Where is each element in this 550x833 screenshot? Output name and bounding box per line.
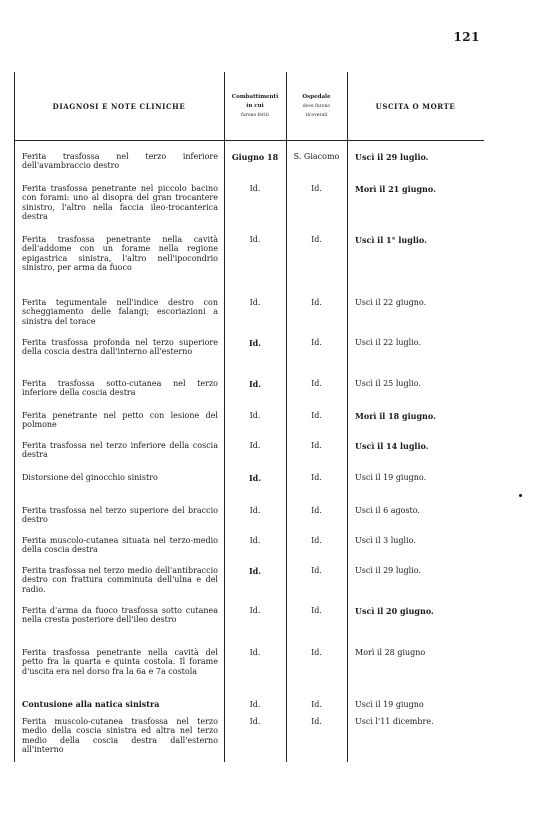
row-diagnosi: Ferita penetrante nel petto con lesione del polmone <box>22 411 218 430</box>
row-diagnosi: Distorsione del ginocchio sinistro <box>22 473 158 482</box>
row-esito: Uscì il 3 luglio. <box>355 536 416 545</box>
row-ospedale: Id. <box>311 566 322 575</box>
row-ospedale: Id. <box>311 338 322 347</box>
row-diagnosi: Ferita trasfossa sotto-cutanea nel terzo inferiore della coscia destra <box>22 379 218 398</box>
row-combattimenti: Id. <box>249 441 261 450</box>
header-combattimenti-line-3: furono feriti <box>241 112 269 118</box>
row-diagnosi: Contusione alla natica sinistra <box>22 699 160 709</box>
row-esito: Uscì il 29 luglio. <box>355 566 421 575</box>
row-combattimenti: Id. <box>249 506 261 515</box>
column-divider-3 <box>347 72 348 762</box>
row-esito: Morì il 18 giugno. <box>355 411 436 421</box>
row-esito: Uscì il 6 agosto. <box>355 506 420 515</box>
row-combattimenti: Id. <box>249 536 261 545</box>
row-ospedale: Id. <box>311 648 322 657</box>
row-ospedale: Id. <box>311 184 322 193</box>
row-combattimenti: Id. <box>249 717 261 726</box>
row-esito: Uscì l'11 dicembre. <box>355 717 434 726</box>
row-diagnosi: Ferita d'arma da fuoco trasfossa sotto cutanea nella cresta posteriore dell'ileo destro <box>22 606 218 625</box>
row-esito: Uscì il 25 luglio. <box>355 379 421 388</box>
row-esito: Morì il 21 giugno. <box>355 184 436 194</box>
page-number: 121 <box>453 30 480 44</box>
row-combattimenti: Id. <box>249 298 261 307</box>
row-ospedale: Id. <box>311 379 322 388</box>
row-esito: Uscì il 14 luglio. <box>355 441 429 451</box>
row-diagnosi: Ferita trasfossa nel terzo medio dell'antibraccio destro con frattura comminuta dell'ulna e del radio. <box>22 566 218 594</box>
header-esito: USCITA O MORTE <box>375 101 456 111</box>
row-combattimenti: Id. <box>249 606 261 615</box>
row-diagnosi: Ferita tegumentale nell'indice destro con scheggiamento delle falangi; escoriazioni a sinistra del torace <box>22 298 218 326</box>
row-esito: Uscì il 1° luglio. <box>355 235 427 245</box>
row-combattimenti: Id. <box>248 338 262 348</box>
row-combattimenti: Id. <box>248 379 262 389</box>
row-combattimenti: Id. <box>249 235 261 244</box>
row-ospedale: Id. <box>311 700 322 709</box>
header-ospedale-line-1: Ospedale <box>302 93 331 100</box>
header-ospedale <box>286 72 347 140</box>
row-combattimenti: Id. <box>249 411 261 420</box>
table-header <box>14 72 484 141</box>
row-diagnosi: Ferita trasfossa penetrante nella cavità dell'addome con un forame nella regione epigastrica sinistra, l'altro nell'ipocondrio sinistro, per arma da fuoco <box>22 235 218 273</box>
row-combattimenti: Id. <box>249 184 261 193</box>
row-ospedale: Id. <box>311 717 322 726</box>
row-combattimenti: Id. <box>248 473 262 483</box>
row-combattimenti: Id. <box>249 648 261 657</box>
row-diagnosi: Ferita trasfossa nel terzo inferiore della coscia destra <box>22 441 218 460</box>
row-esito: Uscì il 29 luglio. <box>355 152 429 162</box>
ink-speck <box>519 494 522 497</box>
row-diagnosi: Ferita trasfossa penetrante nel piccolo bacino con forami: uno al disopra del gran trocantere sinistro, l'altro nella faccia ileo-trocanterica destra <box>22 184 218 222</box>
row-combattimenti: Id. <box>249 700 261 709</box>
row-diagnosi: Ferita muscolo-cutanea trasfossa nel terzo medio della coscia sinistra ed altra nel terzo medio della coscia destra dall'esterno all'interno <box>22 717 218 755</box>
row-diagnosi: Ferita trasfossa nel terzo inferiore dell'avambraccio destro <box>22 152 218 171</box>
row-ospedale: Id. <box>311 536 322 545</box>
row-esito: Uscì il 22 luglio. <box>355 338 421 347</box>
row-combattimenti: Id. <box>248 566 262 576</box>
row-diagnosi: Ferita trasfossa profonda nel terzo superiore della coscia destra dall'interno all'esterno <box>22 338 218 357</box>
row-diagnosi: Ferita trasfossa penetrante nella cavità del petto fra la quarta e quinta costola. Il forame d'uscita era nel dorso fra la 6a e 7a costola <box>22 648 218 676</box>
row-esito: Uscì il 19 giugno. <box>355 473 427 482</box>
row-ospedale: Id. <box>311 411 322 420</box>
row-ospedale: Id. <box>311 473 322 482</box>
header-diagnosi: DIAGNOSI E NOTE CLINICHE <box>52 101 186 111</box>
header-ospedale-line-2: dove furono <box>302 103 331 109</box>
row-esito: Uscì il 20 giugno. <box>355 606 434 616</box>
header-combattimenti-line-1: Combattimenti <box>231 93 279 100</box>
row-esito: Uscì il 19 giugno <box>355 700 424 709</box>
row-combattimenti: Giugno 18 <box>231 152 279 162</box>
row-diagnosi: Ferita trasfossa nel terzo superiore del braccio destro <box>22 506 218 525</box>
row-ospedale: S. Giacomo <box>293 152 340 161</box>
row-ospedale: Id. <box>311 235 322 244</box>
clinical-table <box>14 72 484 762</box>
row-esito: Uscì il 22 giugno. <box>355 298 427 307</box>
row-esito: Morì il 28 giugno <box>355 648 426 657</box>
row-diagnosi: Ferita muscolo-cutanea situata nel terzo-medio della coscia destra <box>22 536 218 555</box>
row-ospedale: Id. <box>311 506 322 515</box>
header-combattimenti <box>224 72 286 140</box>
row-ospedale: Id. <box>311 606 322 615</box>
row-ospedale: Id. <box>311 441 322 450</box>
header-ospedale-line-3: ricoverati <box>305 112 328 118</box>
row-ospedale: Id. <box>311 298 322 307</box>
table-border-left <box>14 72 15 762</box>
header-combattimenti-line-2: in cui <box>246 102 264 109</box>
